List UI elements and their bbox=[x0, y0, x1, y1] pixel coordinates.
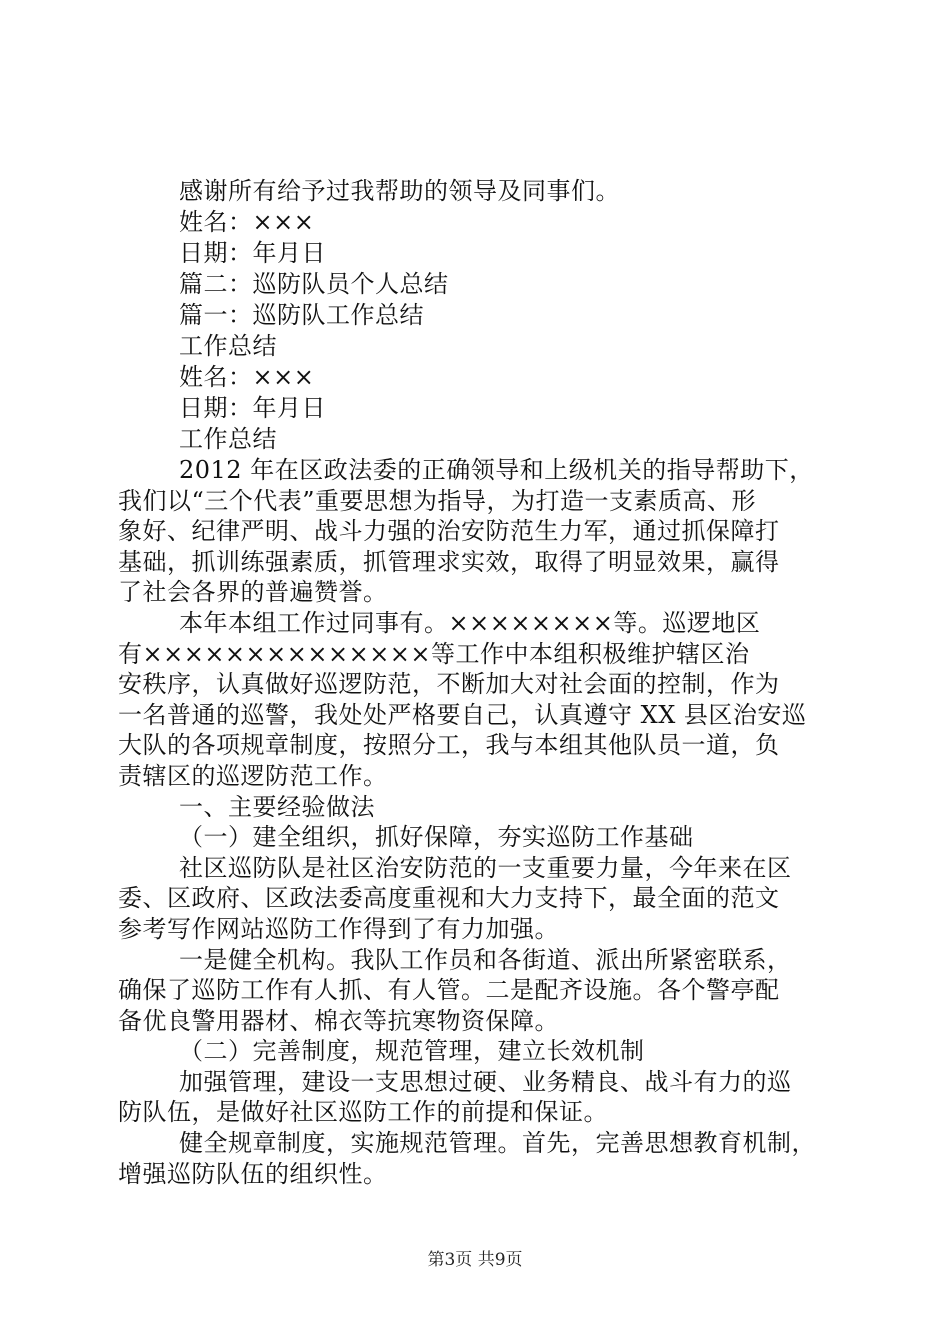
page-number-footer: 第3页 共9页 bbox=[427, 1250, 523, 1270]
paragraph-line: 防队伍，是做好社区巡防工作的前提和保证。 bbox=[118, 1098, 608, 1127]
paragraph-line: 2012 年在区政法委的正确领导和上级机关的指导帮助下， bbox=[179, 456, 814, 484]
paragraph-line: 社区巡防队是社区治安防范的一支重要力量，今年来在区 bbox=[179, 853, 792, 882]
paragraph-line: 了社会各界的普遍赞誉。 bbox=[118, 578, 388, 607]
paragraph-line: 一、主要经验做法 bbox=[179, 792, 375, 821]
text-line: 姓名：××× bbox=[179, 363, 315, 391]
paragraph-line: 备优良警用器材、棉衣等抗寒物资保障。 bbox=[118, 1006, 559, 1035]
text-line: 日期：年月日 bbox=[179, 239, 326, 267]
paragraph bbox=[118, 945, 838, 1037]
paragraph-line: 加强管理，建设一支思想过硬、业务精良、战斗有力的巡 bbox=[179, 1067, 792, 1096]
paragraph-line: （二）完善制度，规范管理，建立长效机制 bbox=[179, 1037, 645, 1066]
paragraph-line: 本年本组工作过同事有。××××××××等。巡逻地区 bbox=[179, 608, 761, 637]
text-line: 姓名：××× bbox=[179, 208, 315, 236]
paragraph bbox=[118, 792, 838, 823]
paragraph-line: 有××××××××××××××等工作中本组积极维护辖区治 bbox=[118, 639, 750, 668]
paragraph-line: 我们以“三个代表”重要思想为指导，为打造一支素质高、形 bbox=[118, 486, 757, 515]
paragraph-line: 安秩序，认真做好巡逻防范，不断加大对社会面的控制，作为 bbox=[118, 670, 780, 699]
text-line: 感谢所有给予过我帮助的领导及同事们。 bbox=[179, 177, 620, 205]
paragraph bbox=[118, 455, 838, 608]
paragraph-line: 参考写作网站巡防工作得到了有力加强。 bbox=[118, 914, 559, 943]
paragraph-line: 一是健全机构。我队工作员和各街道、派出所紧密联系， bbox=[179, 945, 792, 974]
paragraph-line: 委、区政府、区政法委高度重视和大力支持下，最全面的范文 bbox=[118, 884, 780, 913]
paragraph-line: 责辖区的巡逻防范工作。 bbox=[118, 761, 388, 790]
section-heading: 工作总结 bbox=[179, 332, 277, 360]
paragraph-line: 一名普通的巡警，我处处严格要自己，认真遵守 XX 县区治安巡 bbox=[118, 700, 807, 729]
paragraph-line: 基础，抓训练强素质，抓管理求实效，取得了明显效果，赢得 bbox=[118, 547, 780, 576]
paragraph bbox=[118, 1128, 838, 1189]
paragraph bbox=[118, 1067, 838, 1128]
paragraph-line: （一）建全组织，抓好保障，夯实巡防工作基础 bbox=[179, 823, 694, 852]
paragraph-line: 象好、纪律严明、战斗力强的治安防范生力军，通过抓保障打 bbox=[118, 517, 780, 546]
section-heading: 工作总结 bbox=[179, 425, 277, 453]
paragraph bbox=[118, 608, 838, 792]
document-body bbox=[118, 176, 838, 1189]
text-line: 篇一：巡防队工作总结 bbox=[179, 301, 424, 329]
paragraph bbox=[118, 1036, 838, 1067]
paragraph-line: 健全规章制度，实施规范管理。首先，完善思想教育机制， bbox=[179, 1129, 816, 1158]
paragraph-group bbox=[118, 455, 838, 1189]
paragraph-line: 增强巡防队伍的组织性。 bbox=[118, 1159, 388, 1188]
paragraph bbox=[118, 822, 838, 853]
paragraph-line: 大队的各项规章制度，按照分工，我与本组其他队员一道，负 bbox=[118, 731, 780, 760]
paragraph bbox=[118, 853, 838, 945]
paragraph-line: 确保了巡防工作有人抓、有人管。二是配齐设施。各个警亭配 bbox=[118, 976, 780, 1005]
text-line: 篇二：巡防队员个人总结 bbox=[179, 270, 449, 298]
text-line: 日期：年月日 bbox=[179, 394, 326, 422]
